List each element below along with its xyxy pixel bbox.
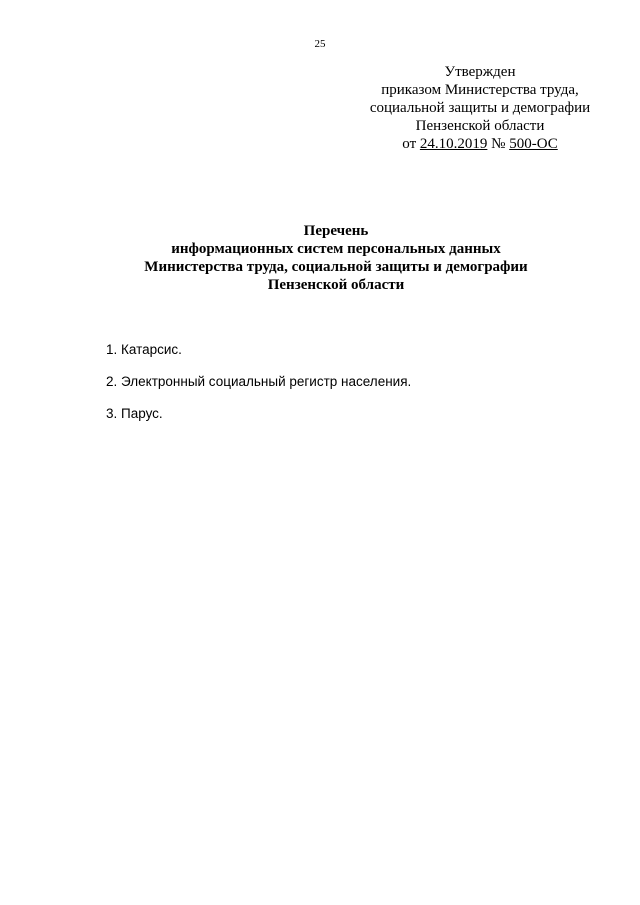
- list-item: 1. Катарсис.: [106, 342, 182, 357]
- approval-region-line: Пензенской области: [415, 118, 545, 134]
- approval-ministry-line: социальной защиты и демографии: [369, 100, 591, 116]
- approval-heading: Утвержден: [444, 64, 516, 80]
- title-line-4: Пензенской области: [267, 277, 405, 293]
- title-line-2: информационных систем персональных данных: [171, 241, 501, 257]
- title-line-3: Министерства труда, социальной защиты и демографии: [144, 259, 528, 275]
- approval-block: [360, 63, 600, 153]
- title-line-1: Перечень: [303, 223, 369, 239]
- page-number: 25: [314, 38, 326, 50]
- information-systems-list: [106, 342, 586, 438]
- approval-order-line: приказом Министерства труда,: [381, 82, 579, 98]
- order-date: 24.10.2019: [419, 136, 488, 152]
- list-item: 2. Электронный социальный регистр населения.: [106, 374, 412, 389]
- document-title: [0, 222, 640, 294]
- number-sign: №: [491, 136, 506, 152]
- list-item: 3. Парус.: [106, 406, 163, 421]
- order-number: 500-ОС: [509, 136, 558, 152]
- approval-date-number-line: [360, 135, 600, 153]
- order-prefix: от: [402, 136, 417, 152]
